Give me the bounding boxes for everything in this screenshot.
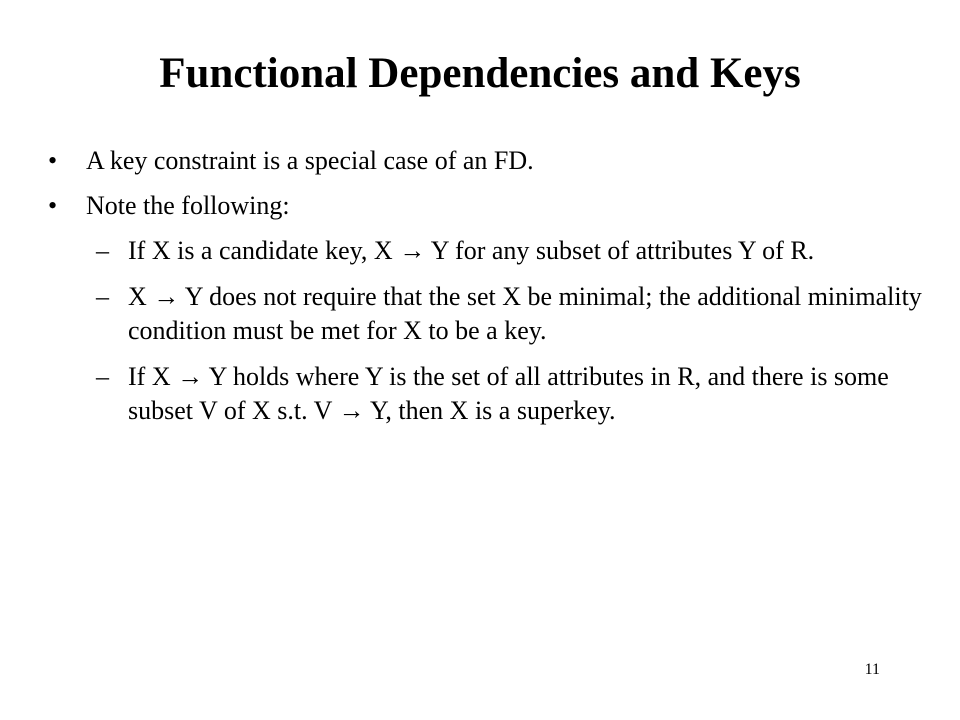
sub-bullet-item	[48, 234, 928, 268]
sub-bullet-text: X → Y does not require that the set X be minimal; the additional minimality condition must be met for X to be a key.	[128, 282, 922, 345]
sub-bullet-marker: –	[96, 236, 109, 265]
sub-bullet-item	[48, 360, 928, 428]
bullet-item	[48, 144, 928, 178]
bullet-marker: •	[48, 191, 58, 220]
bullet-item	[48, 189, 928, 223]
bullet-text: Note the following:	[86, 191, 290, 220]
sub-bullet-text: If X → Y holds where Y is the set of all attributes in R, and there is some subset V of X s.t. V → Y, then X is a superkey.	[128, 362, 889, 425]
sub-bullet-marker: –	[96, 362, 109, 391]
bullet-text: A key constraint is a special case of an FD.	[86, 146, 534, 175]
sub-bullet-marker: –	[96, 282, 109, 311]
slide-title: Functional Dependencies and Keys	[159, 50, 801, 97]
page-number: 11	[864, 661, 880, 678]
sub-bullet-text: If X is a candidate key, X → Y for any subset of attributes Y of R.	[128, 236, 815, 265]
slide-content	[48, 144, 928, 440]
bullet-marker: •	[48, 146, 58, 175]
sub-bullet-item	[48, 280, 928, 348]
